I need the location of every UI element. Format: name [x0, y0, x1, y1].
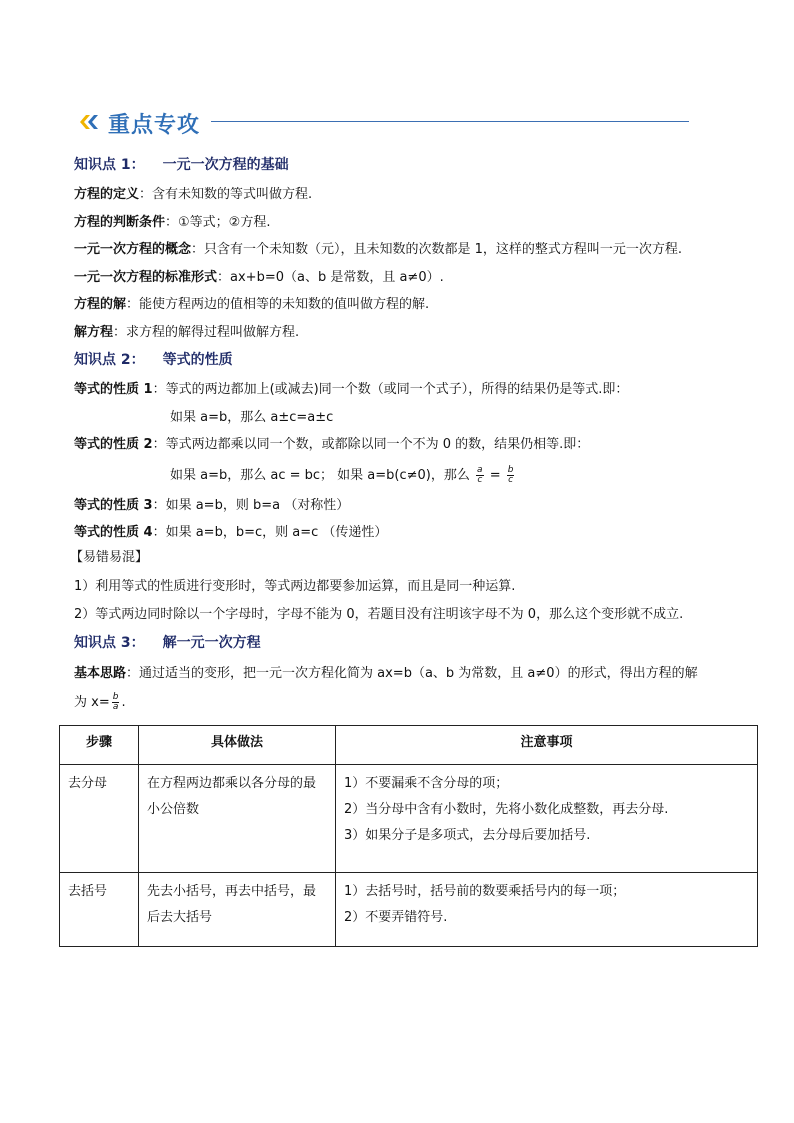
property-2-line [74, 435, 589, 455]
standard-form-line [74, 268, 444, 288]
note-item: 2）当分母中含有小数时，先将小数化成整数，再去分母. [344, 802, 669, 817]
term: 一元一次方程的标准形式 [74, 270, 218, 285]
definition-text: ：能使方程两边的值相等的未知数的值叫做方程的解. [126, 297, 430, 312]
equals-sign: = [489, 468, 501, 483]
section-title: 重点专攻 [108, 113, 201, 138]
solution-line [74, 295, 429, 315]
mistake-item-1: 1）利用等式的性质进行变形时，等式两边都要参加运算，而且是同一种运算. [74, 579, 516, 594]
note-item: 1）去括号时，括号前的数要乘括号内的每一项； [344, 884, 626, 899]
solution-prefix: 为 x= [74, 695, 110, 710]
steps-table [59, 725, 758, 947]
knowledge-point-1-heading [74, 155, 289, 175]
basic-idea-continuation [74, 693, 126, 713]
note-item: 2）不要弄错符号. [344, 910, 448, 925]
kp3-title: 解一元一次方程 [162, 635, 261, 651]
note-item: 1）不要漏乘不含分母的项； [344, 776, 509, 791]
notes-cell [336, 765, 758, 873]
property-4-text: ：如果 a=b，b=c，则 a=c （传递性） [152, 525, 388, 540]
term: 方程的判断条件 [74, 215, 166, 230]
column-header-method: 具体做法 [139, 726, 336, 765]
knowledge-point-3-heading [74, 633, 261, 653]
table-row [60, 873, 758, 947]
term: 一元一次方程的概念 [74, 242, 192, 257]
table-row [60, 765, 758, 873]
basic-idea-line [74, 664, 698, 684]
property-1-term: 等式的性质 1 [74, 382, 153, 397]
definition-text: ：含有未知数的等式叫做方程. [139, 187, 313, 202]
column-header-notes: 注意事项 [336, 726, 758, 765]
term: 解方程 [74, 325, 114, 340]
property-1-example: 如果 a=b，那么 a±c=a±c [170, 410, 334, 425]
term: 方程的定义 [74, 187, 140, 202]
property-2-text: ：等式两边都乘以同一个数，或都除以同一个不为 0 的数，结果仍相等.即： [152, 437, 590, 452]
property-2-term: 等式的性质 2 [74, 437, 153, 452]
definition-text: ：求方程的解得过程叫做解方程. [113, 325, 300, 340]
property-1-text: ：等式的两边都加上(或减去)同一个数（或同一个式子），所得的结果仍是等式.即： [152, 382, 629, 397]
column-header-step: 步骤 [60, 726, 139, 765]
kp1-title: 一元一次方程的基础 [162, 157, 289, 173]
step-cell: 去分母 [60, 765, 139, 873]
fraction-b-over-a: $\frac{b}{a}$ [112, 692, 119, 712]
table-header-row [60, 726, 758, 765]
property-2-example-text: 如果 a=b，那么 ac = bc； 如果 a=b(c≠0)，那么 [170, 468, 470, 483]
property-3-term: 等式的性质 3 [74, 498, 153, 513]
property-3-text: ：如果 a=b，则 b=a （对称性） [152, 498, 350, 513]
solution-suffix: . [121, 695, 126, 710]
fraction-b-over-c: $\frac{b}{c}$ [507, 465, 514, 485]
property-1-line [74, 380, 628, 400]
definition-text: ：ax+b=0（a、b 是常数，且 a≠0）. [217, 270, 444, 285]
kp1-label: 知识点 1： [74, 157, 145, 173]
mistake-item-2: 2）等式两边同时除以一个字母时，字母不能为 0，若题目没有注明该字母不为 0，那么这个变形就不成立. [74, 607, 684, 622]
kp2-title: 等式的性质 [162, 352, 233, 368]
basic-idea-term: 基本思路 [74, 666, 127, 681]
property-3-line [74, 496, 349, 516]
section-rule [211, 121, 689, 122]
mistakes-header: 【易错易混】 [70, 550, 149, 565]
knowledge-point-2-heading [74, 350, 233, 370]
criteria-line [74, 213, 270, 233]
definition-text: ：①等式；②方程. [165, 215, 271, 230]
property-4-term: 等式的性质 4 [74, 525, 153, 540]
method-cell: 先去小括号，再去中括号，最后去大括号 [139, 873, 336, 947]
solve-equation-line [74, 323, 299, 343]
notes-cell [336, 873, 758, 947]
property-4-line [74, 523, 387, 543]
property-2-example [170, 466, 516, 486]
definition-text: ：只含有一个未知数（元），且未知数的次数都是 1，这样的整式方程叫一元一次方程. [191, 242, 683, 257]
term: 方程的解 [74, 297, 127, 312]
definition-line [74, 185, 312, 205]
kp2-label: 知识点 2： [74, 352, 145, 368]
section-header [79, 106, 689, 138]
basic-idea-text: ：通过适当的变形，把一元一次方程化简为 ax=b（a、b 为常数，且 a≠0）的形式，得出方程的解 [126, 666, 698, 681]
fraction-a-over-c: $\frac{a}{c}$ [477, 465, 483, 485]
kp3-label: 知识点 3： [74, 635, 145, 651]
concept-line [74, 240, 682, 260]
note-item: 3）如果分子是多项式，去分母后要加括号. [344, 828, 591, 843]
step-cell: 去括号 [60, 873, 139, 947]
method-cell: 在方程两边都乘以各分母的最小公倍数 [139, 765, 336, 873]
double-chevron-icon [79, 111, 105, 133]
